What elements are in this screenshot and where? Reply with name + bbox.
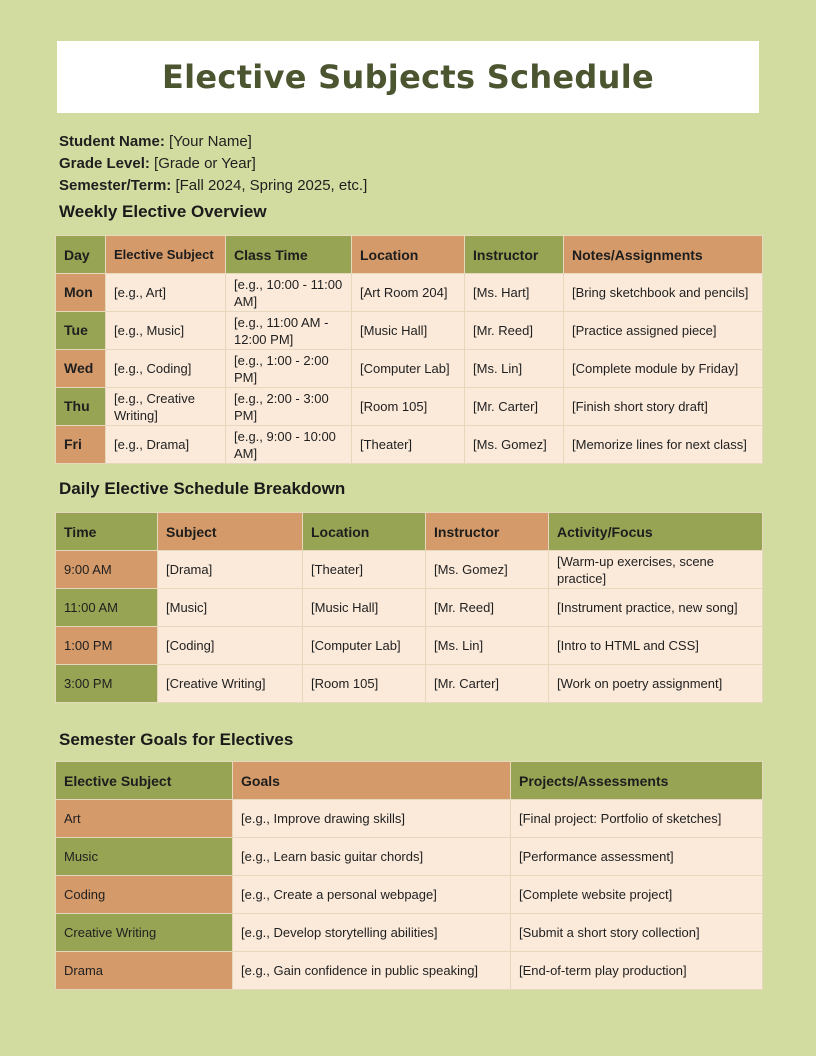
table-cell: [Mr. Carter] — [465, 388, 564, 426]
table-cell: [Performance assessment] — [511, 838, 763, 876]
table-cell: [Room 105] — [303, 665, 426, 703]
column-header: Instructor — [426, 513, 549, 551]
table-cell: [Ms. Gomez] — [426, 551, 549, 589]
table-header-row — [56, 762, 763, 800]
table-cell: [e.g., Gain confidence in public speaking] — [233, 952, 511, 990]
table-cell: [e.g., 1:00 - 2:00 PM] — [226, 350, 352, 388]
table-cell: [Bring sketchbook and pencils] — [564, 274, 763, 312]
table-cell: [Complete module by Friday] — [564, 350, 763, 388]
table-cell: [e.g., Creative Writing] — [106, 388, 226, 426]
table-cell: [e.g., Art] — [106, 274, 226, 312]
table-cell: [Mr. Reed] — [426, 589, 549, 627]
table-row — [56, 800, 763, 838]
column-header: Subject — [158, 513, 303, 551]
column-header: Goals — [233, 762, 511, 800]
table-row — [56, 274, 763, 312]
semester-goals-table — [55, 761, 763, 990]
semester-label: Semester/Term: — [59, 177, 172, 194]
grade-level-label: Grade Level: — [59, 155, 150, 172]
table-cell: [Memorize lines for next class] — [564, 426, 763, 464]
time-cell: 9:00 AM — [56, 551, 158, 589]
time-cell: 3:00 PM — [56, 665, 158, 703]
table-cell: [Complete website project] — [511, 876, 763, 914]
day-cell: Thu — [56, 388, 106, 426]
column-header: Day — [56, 236, 106, 274]
table-cell: [Art Room 204] — [352, 274, 465, 312]
table-cell: [Mr. Reed] — [465, 312, 564, 350]
day-cell: Fri — [56, 426, 106, 464]
table-cell: [e.g., Drama] — [106, 426, 226, 464]
table-cell: [Theater] — [352, 426, 465, 464]
day-cell: Wed — [56, 350, 106, 388]
column-header: Elective Subject — [56, 762, 233, 800]
table-cell: [Ms. Hart] — [465, 274, 564, 312]
column-header: Location — [352, 236, 465, 274]
table-cell: [e.g., Develop storytelling abilities] — [233, 914, 511, 952]
daily-breakdown-title: Daily Elective Schedule Breakdown — [59, 479, 346, 498]
subject-cell: Creative Writing — [56, 914, 233, 952]
table-cell: [Intro to HTML and CSS] — [549, 627, 763, 665]
table-cell: [Room 105] — [352, 388, 465, 426]
table-cell: [Music Hall] — [352, 312, 465, 350]
student-name-label: Student Name: — [59, 133, 165, 150]
table-row — [56, 627, 763, 665]
day-cell: Mon — [56, 274, 106, 312]
table-cell: [Finish short story draft] — [564, 388, 763, 426]
table-header-row — [56, 513, 763, 551]
grade-level-line — [59, 153, 367, 175]
day-cell: Tue — [56, 312, 106, 350]
grade-level-value: [Grade or Year] — [154, 155, 256, 172]
subject-cell: Drama — [56, 952, 233, 990]
table-cell: [e.g., 11:00 AM - 12:00 PM] — [226, 312, 352, 350]
table-cell: [e.g., Learn basic guitar chords] — [233, 838, 511, 876]
time-cell: 1:00 PM — [56, 627, 158, 665]
table-cell: [Work on poetry assignment] — [549, 665, 763, 703]
student-info — [59, 131, 367, 197]
column-header: Instructor — [465, 236, 564, 274]
time-cell: 11:00 AM — [56, 589, 158, 627]
table-cell: [Drama] — [158, 551, 303, 589]
table-cell: [e.g., Improve drawing skills] — [233, 800, 511, 838]
column-header: Class Time — [226, 236, 352, 274]
table-cell: [e.g., Music] — [106, 312, 226, 350]
table-header-row — [56, 236, 763, 274]
student-name-line — [59, 131, 367, 153]
table-row — [56, 838, 763, 876]
weekly-overview-title: Weekly Elective Overview — [59, 202, 267, 221]
table-cell: [Warm-up exercises, scene practice] — [549, 551, 763, 589]
table-row — [56, 876, 763, 914]
table-cell: [e.g., 9:00 - 10:00 AM] — [226, 426, 352, 464]
column-header: Elective Subject — [106, 236, 226, 274]
table-cell: [End-of-term play production] — [511, 952, 763, 990]
table-cell: [e.g., Create a personal webpage] — [233, 876, 511, 914]
table-row — [56, 426, 763, 464]
table-cell: [Music] — [158, 589, 303, 627]
subject-cell: Music — [56, 838, 233, 876]
table-cell: [Coding] — [158, 627, 303, 665]
daily-breakdown-table — [55, 512, 763, 703]
table-cell: [Ms. Gomez] — [465, 426, 564, 464]
column-header: Time — [56, 513, 158, 551]
table-cell: [Theater] — [303, 551, 426, 589]
table-row — [56, 589, 763, 627]
table-cell: [Ms. Lin] — [465, 350, 564, 388]
column-header: Projects/Assessments — [511, 762, 763, 800]
table-row — [56, 952, 763, 990]
title-banner — [57, 41, 759, 113]
weekly-overview-table — [55, 235, 763, 464]
table-cell: [e.g., 2:00 - 3:00 PM] — [226, 388, 352, 426]
table-cell: [Computer Lab] — [352, 350, 465, 388]
table-cell: [Music Hall] — [303, 589, 426, 627]
page-title: Elective Subjects Schedule — [162, 58, 654, 96]
student-name-value: [Your Name] — [169, 133, 252, 150]
subject-cell: Art — [56, 800, 233, 838]
semester-value: [Fall 2024, Spring 2025, etc.] — [175, 177, 368, 194]
table-row — [56, 914, 763, 952]
table-cell: [Computer Lab] — [303, 627, 426, 665]
column-header: Notes/Assignments — [564, 236, 763, 274]
semester-goals-title: Semester Goals for Electives — [59, 730, 294, 749]
table-cell: [Creative Writing] — [158, 665, 303, 703]
table-cell: [Final project: Portfolio of sketches] — [511, 800, 763, 838]
table-row — [56, 388, 763, 426]
table-cell: [Instrument practice, new song] — [549, 589, 763, 627]
table-row — [56, 312, 763, 350]
table-row — [56, 665, 763, 703]
table-cell: [Mr. Carter] — [426, 665, 549, 703]
column-header: Location — [303, 513, 426, 551]
table-cell: [e.g., 10:00 - 11:00 AM] — [226, 274, 352, 312]
table-cell: [Submit a short story collection] — [511, 914, 763, 952]
column-header: Activity/Focus — [549, 513, 763, 551]
table-cell: [Ms. Lin] — [426, 627, 549, 665]
semester-line — [59, 175, 367, 197]
table-cell: [e.g., Coding] — [106, 350, 226, 388]
subject-cell: Coding — [56, 876, 233, 914]
table-row — [56, 350, 763, 388]
table-cell: [Practice assigned piece] — [564, 312, 763, 350]
table-row — [56, 551, 763, 589]
